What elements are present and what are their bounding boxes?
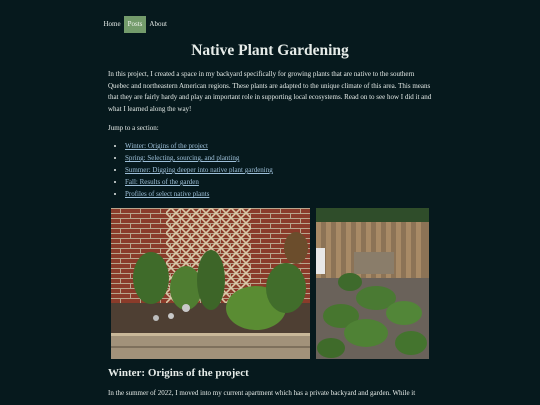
toc-item <box>125 140 273 152</box>
toc-link-profiles[interactable]: Profiles of select native plants <box>125 190 210 198</box>
toc-item <box>125 152 273 164</box>
page-title: Native Plant Gardening <box>191 42 349 59</box>
toc-item <box>125 188 273 200</box>
nav-posts[interactable]: Posts <box>124 16 146 33</box>
jump-label: Jump to a section: <box>108 124 159 132</box>
top-nav <box>100 16 170 33</box>
section-heading-winter: Winter: Origins of the project <box>108 367 249 379</box>
toc-link-spring[interactable]: Spring: Selecting, sourcing, and planting <box>125 154 240 162</box>
backyard-garden-photo <box>316 208 429 359</box>
intro-paragraph: In this project, I created a space in my backyard specifically for growing plants that are native to the southern Quebec and northeastern American regions. These plants are adapted to the unique climate of this area. This means that they are fairly hardy and play an important role in supporting local ecosystems. Read on to see how I did it and what I learned along the way! <box>108 70 432 113</box>
toc-link-winter[interactable]: Winter: Origins of the project <box>125 142 208 150</box>
section-toc <box>113 140 273 200</box>
section-paragraph: In the summer of 2022, I moved into my current apartment which has a private backyard and garden. While it <box>108 389 416 397</box>
nav-about[interactable]: About <box>149 20 167 28</box>
nav-home[interactable]: Home <box>103 20 121 28</box>
garden-bed-photo <box>111 208 310 359</box>
toc-link-fall[interactable]: Fall: Results of the garden <box>125 178 199 186</box>
toc-item <box>125 164 273 176</box>
toc-link-summer[interactable]: Summer: Digging deeper into native plant gardening <box>125 166 273 174</box>
toc-item <box>125 176 273 188</box>
